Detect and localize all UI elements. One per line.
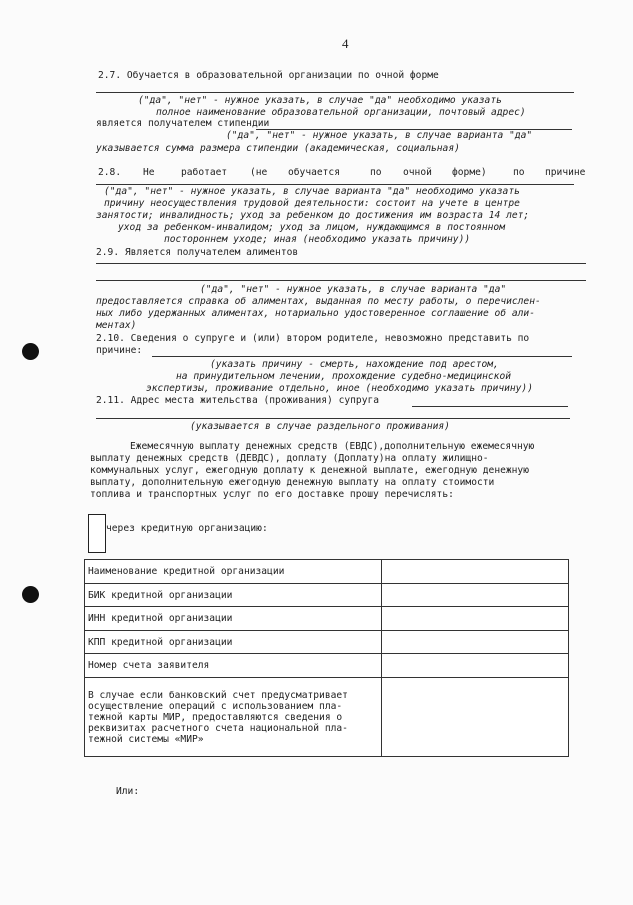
- inn-field[interactable]: [382, 607, 569, 631]
- section-2-9-hint: ных либо удержанных алиментах, нотариально удостоверенное соглашение об али-: [96, 308, 535, 319]
- section-2-8-w: Не: [143, 167, 155, 178]
- section-2-8-w: форме): [452, 167, 487, 178]
- reason-label: причине:: [96, 345, 143, 356]
- punch-hole-mark: [22, 343, 39, 360]
- mir-card-note-line: тежной системы «МИР»: [88, 733, 204, 745]
- section-2-8-w: по: [370, 167, 382, 178]
- stipend-label: является получателем стипендии: [96, 118, 270, 129]
- or-label: Или:: [116, 786, 140, 797]
- payment-paragraph: выплату денежных средств (ДЕВДС), доплату (Доплату)на оплату жилищно-: [90, 453, 489, 464]
- credit-org-label: через кредитную организацию:: [106, 523, 268, 534]
- kpp-field[interactable]: [382, 631, 569, 654]
- table-row: [85, 631, 569, 654]
- section-2-10-hint: (указать причину - смерть, нахождение под арестом,: [210, 359, 499, 370]
- section-2-7-hint: ("да", "нет" - нужное указать, в случае "да" необходимо указать: [138, 95, 502, 106]
- payment-paragraph: выплату, дополнительную ежегодную денежную выплату на оплату стоимости: [90, 477, 495, 488]
- table-row: [85, 584, 569, 607]
- credit-org-checkbox[interactable]: [88, 514, 106, 553]
- stipend-hint: ("да", "нет" - нужное указать, в случае варианта "да": [226, 130, 533, 141]
- bik-label: БИК кредитной организации: [85, 584, 382, 607]
- section-2-8-hint: ("да", "нет" - нужное указать, в случае варианта "да" необходимо указать: [104, 186, 520, 197]
- section-2-10-hint: экспертизы, проживание отдельно, иное (необходимо указать причину)): [146, 383, 533, 394]
- section-2-8-w: причине: [545, 167, 586, 178]
- table-row: [85, 678, 569, 757]
- section-2-8-hint: занятости; инвалидность; уход за ребенком до достижения им возраста 14 лет;: [96, 210, 530, 221]
- section-2-8-hint: уход за ребенком-инвалидом; уход за лицом, нуждающимся в постоянном: [118, 222, 505, 233]
- page-number: 4: [342, 36, 349, 51]
- bank-name-label: Наименование кредитной организации: [85, 560, 382, 584]
- payment-paragraph: топлива и транспортных услуг по его доставке прошу перечислять:: [90, 489, 454, 500]
- section-2-11-hint: (указывается в случае раздельного проживания): [190, 421, 450, 432]
- section-2-9-heading: 2.9. Является получателем алиментов: [96, 247, 299, 258]
- punch-hole-mark: [22, 586, 39, 603]
- mir-card-note-line: реквизитах расчетного счета национальной пла-: [88, 722, 348, 734]
- answer-line: [96, 280, 586, 281]
- section-2-10-heading: 2.10. Сведения о супруге и (или) втором родителе, невозможно представить по: [96, 333, 530, 344]
- mir-account-field[interactable]: [382, 678, 569, 757]
- payment-paragraph: коммунальных услуг, ежегодную доплату к денежной выплате, ежегодную денежную: [90, 465, 529, 476]
- payment-paragraph: Ежемесячную выплату денежных средств (ЕВДС),дополнительную ежемесячную: [130, 441, 535, 452]
- section-2-9-hint: предоставляется справка об алиментах, выданная по месту работы, о перечислен-: [96, 296, 541, 307]
- mir-card-note-line: тежной карты МИР, предоставляются сведения о: [88, 711, 343, 723]
- section-2-8-hint: постороннем уходе; иная (необходимо указать причину)): [164, 234, 471, 245]
- section-2-8-w: работает: [181, 167, 228, 178]
- section-2-9-hint: ("да", "нет" - нужное указать, в случае варианта "да": [200, 284, 507, 295]
- bik-field[interactable]: [382, 584, 569, 607]
- section-2-9-hint: ментах): [96, 320, 137, 331]
- stipend-hint: указывается сумма размера стипендии (академическая, социальная): [96, 143, 460, 154]
- account-number-label: Номер счета заявителя: [85, 654, 382, 678]
- inn-label: ИНН кредитной организации: [85, 607, 382, 631]
- table-row: [85, 560, 569, 584]
- reason-line: [152, 356, 572, 357]
- answer-line: [96, 92, 574, 93]
- section-2-11-heading: 2.11. Адрес места жительства (проживания) супруга: [96, 395, 380, 406]
- section-2-8-w: 2.8.: [98, 167, 122, 178]
- table-row: [85, 654, 569, 678]
- section-2-8-w: по: [513, 167, 525, 178]
- address-line: [412, 406, 568, 407]
- section-2-7-heading: 2.7. Обучается в образовательной организации по очной форме: [98, 70, 439, 81]
- bank-name-field[interactable]: [382, 560, 569, 584]
- bank-details-table: [84, 559, 569, 757]
- kpp-label: КПП кредитной организации: [85, 631, 382, 654]
- mir-card-note-line: В случае если банковский счет предусматривает: [88, 689, 348, 701]
- mir-card-note: [85, 678, 382, 757]
- address-line: [96, 418, 570, 419]
- mir-card-note-line: осуществление операций с использованием пла-: [88, 700, 343, 712]
- table-row: [85, 607, 569, 631]
- account-number-field[interactable]: [382, 654, 569, 678]
- section-2-8-hint: причину неосуществления трудовой деятельности: состоит на учете в центре: [104, 198, 520, 209]
- section-2-8-w: очной: [403, 167, 432, 178]
- answer-line: [96, 184, 574, 185]
- section-2-10-hint: на принудительном лечении, прохождение судебно-медицинской: [176, 371, 512, 382]
- section-2-7-hint: полное наименование образовательной организации, почтовый адрес): [156, 107, 526, 118]
- answer-line: [96, 263, 586, 264]
- section-2-8-w: (не: [250, 167, 268, 178]
- section-2-8-w: обучается: [288, 167, 340, 178]
